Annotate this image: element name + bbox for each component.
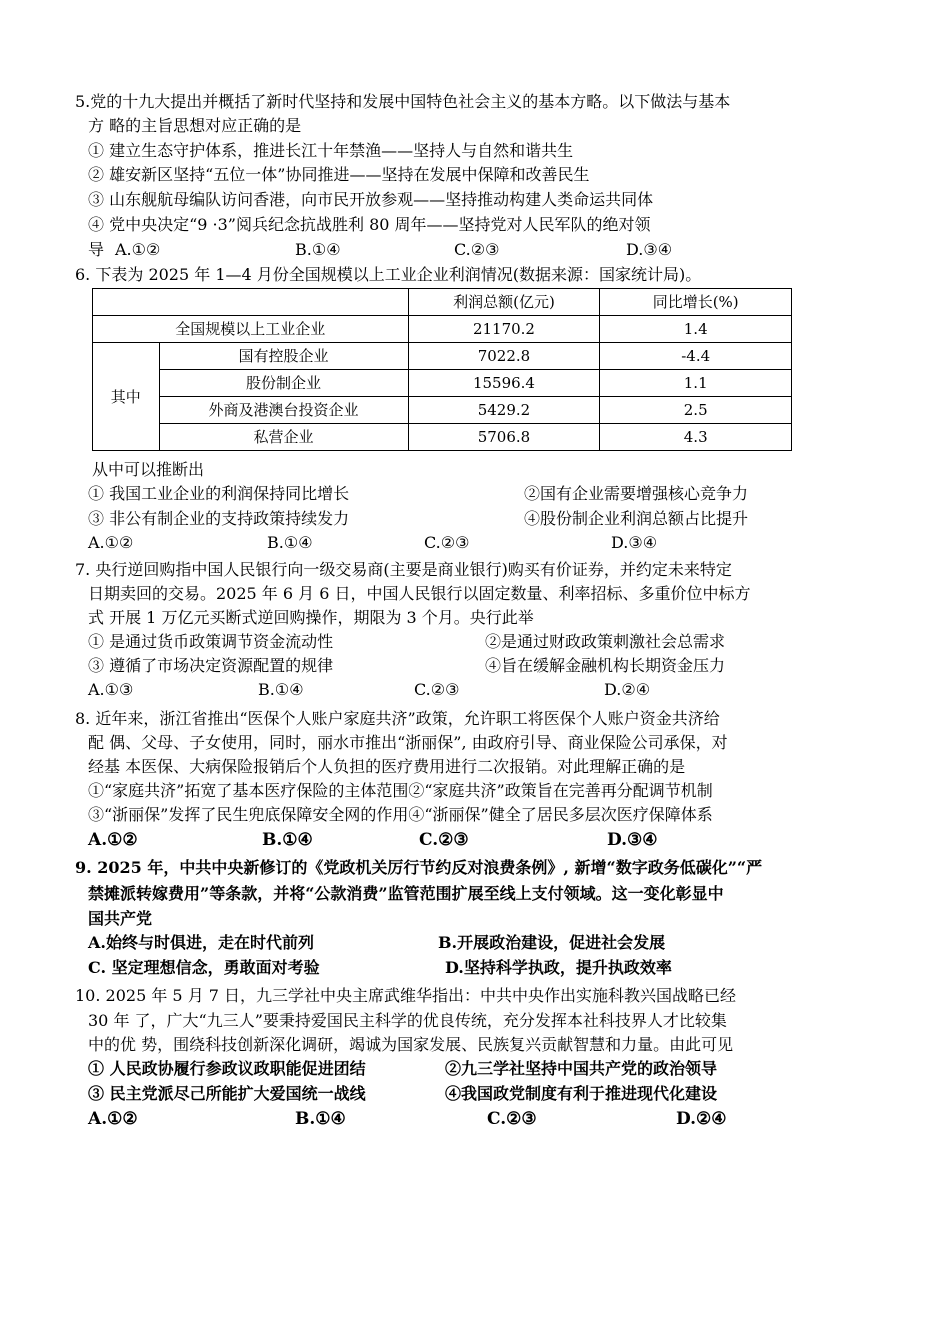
q8-statements-1-2: ①“家庭共济”拓宽了基本医疗保险的主体范围②“家庭共济”政策旨在完善再分配调节机制 — [88, 781, 713, 800]
q5-statement-4-cont: 导 — [88, 240, 105, 259]
q5-stem-line1: 5.党的十九大提出并概括了新时代坚持和发展中国特色社会主义的基本方略。以下做法与基本 — [75, 92, 731, 111]
table-total-growth: 1.4 — [600, 316, 792, 343]
q5-option-a[interactable]: A.①② — [115, 240, 161, 259]
q6-profit-table — [92, 288, 792, 451]
q8-option-d[interactable]: D.③④ — [607, 830, 658, 850]
q10-option-c[interactable]: C.②③ — [487, 1109, 537, 1129]
q9-option-b[interactable]: B.开展政治建设，促进社会发展 — [438, 933, 666, 952]
table-total-profit: 21170.2 — [408, 316, 600, 343]
q6-lead: 从中可以推断出 — [92, 460, 205, 479]
table-row-label: 股份制企业 — [159, 370, 408, 397]
q7-statement-2: ②是通过财政政策刺激社会总需求 — [485, 632, 726, 651]
q6-stem: 6. 下表为 2025 年 1—4 月份全国规模以上工业企业利润情况(数据来源：国家统计局)。 — [75, 265, 702, 284]
table-row-growth: 4.3 — [600, 424, 792, 451]
q8-option-a[interactable]: A.①② — [88, 830, 138, 850]
q9-option-a[interactable]: A.始终与时俱进，走在时代前列 — [88, 933, 314, 952]
q8-option-b[interactable]: B.①④ — [262, 830, 313, 850]
q6-option-c[interactable]: C.②③ — [424, 533, 470, 552]
q5-option-b[interactable]: B.①④ — [295, 240, 341, 259]
q10-option-a[interactable]: A.①② — [88, 1109, 138, 1129]
table-row-profit: 7022.8 — [408, 343, 600, 370]
q10-statement-4: ④我国政党制度有利于推进现代化建设 — [445, 1084, 718, 1103]
table-row-label: 国有控股企业 — [159, 343, 408, 370]
q10-stem-line3: 中的优 势，围绕科技创新深化调研，竭诚为国家发展、民族复兴贡献智慧和力量。由此可见 — [88, 1035, 734, 1054]
table-row-growth: -4.4 — [600, 343, 792, 370]
q5-statement-3: ③ 山东舰航母编队访问香港，向市民开放参观——坚持推动构建人类命运共同体 — [88, 190, 654, 209]
q8-option-c[interactable]: C.②③ — [419, 830, 469, 850]
table-row-label: 私营企业 — [159, 424, 408, 451]
q10-statement-1: ① 人民政协履行参政议政职能促进团结 — [88, 1059, 366, 1078]
table-row — [93, 424, 792, 451]
table-row — [93, 370, 792, 397]
q7-option-d[interactable]: D.②④ — [604, 680, 651, 699]
q5-option-d[interactable]: D.③④ — [626, 240, 673, 259]
q5-option-c[interactable]: C.②③ — [454, 240, 500, 259]
q7-stem-line3: 式 开展 1 万亿元买断式逆回购操作，期限为 3 个月。央行此举 — [88, 608, 534, 627]
q6-statement-4: ④股份制企业利润总额占比提升 — [524, 509, 749, 528]
table-row-profit: 5706.8 — [408, 424, 600, 451]
q10-statement-3: ③ 民主党派尽己所能扩大爱国统一战线 — [88, 1084, 366, 1103]
q7-statement-3: ③ 遵循了市场决定资源配置的规律 — [88, 656, 334, 675]
q6-option-a[interactable]: A.①② — [88, 533, 134, 552]
q10-option-d[interactable]: D.②④ — [676, 1109, 727, 1129]
q6-statement-1: ① 我国工业企业的利润保持同比增长 — [88, 484, 350, 503]
table-row — [93, 343, 792, 370]
q9-stem-line2: 禁摊派转嫁费用”等条款，并将“公款消费”监管范围扩展至线上支付领域。这一变化彰显中 — [88, 884, 724, 903]
table-row-profit: 15596.4 — [408, 370, 600, 397]
q6-statement-2: ②国有企业需要增强核心竞争力 — [524, 484, 749, 503]
q10-stem-line2: 30 年 了，广大“九三人”要秉持爱国民主科学的优良传统，充分发挥本社科技界人才比较集 — [88, 1011, 727, 1030]
q10-option-b[interactable]: B.①④ — [295, 1109, 346, 1129]
table-header-profit: 利润总额(亿元) — [408, 289, 600, 316]
q5-stem-line2: 方 略的主旨思想对应正确的是 — [88, 116, 302, 135]
q5-statement-2: ② 雄安新区坚持“五位一体”协同推进——坚持在发展中保障和改善民生 — [88, 165, 590, 184]
table-group-label: 其中 — [93, 343, 160, 451]
table-row-growth: 2.5 — [600, 397, 792, 424]
table-corner-cell — [93, 289, 409, 316]
q9-option-c[interactable]: C. 坚定理想信念，勇敢面对考验 — [88, 958, 320, 977]
table-header-row — [93, 289, 792, 316]
q9-stem-line1: 9. 2025 年，中共中央新修订的《党政机关厉行节约反对浪费条例》, 新增“数字政务低碳化”“严 — [75, 858, 763, 877]
q7-statement-4: ④旨在缓解金融机构长期资金压力 — [485, 656, 726, 675]
table-row-label: 外商及港澳台投资企业 — [159, 397, 408, 424]
q6-option-b[interactable]: B.①④ — [267, 533, 313, 552]
q7-option-c[interactable]: C.②③ — [414, 680, 460, 699]
table-row — [93, 397, 792, 424]
q7-statement-1: ① 是通过货币政策调节资金流动性 — [88, 632, 334, 651]
q9-stem-line3: 国共产党 — [88, 909, 153, 928]
q8-statements-3-4: ③“浙丽保”发挥了民生兜底保障安全网的作用④“浙丽保”健全了居民多层次医疗保障体系 — [88, 805, 713, 824]
table-total-label: 全国规模以上工业企业 — [93, 316, 409, 343]
q9-option-d[interactable]: D.坚持科学执政，提升执政效率 — [445, 958, 672, 977]
q7-option-a[interactable]: A.①③ — [88, 680, 134, 699]
q8-stem-line2: 配 偶、父母、子女使用，同时，丽水市推出“浙丽保”, 由政府引导、商业保险公司承保，对 — [88, 733, 728, 752]
q7-stem-line2: 日期卖回的交易。2025 年 6 月 6 日，中国人民银行以固定数量、利率招标、多重价位中标方 — [88, 584, 751, 603]
q7-stem-line1: 7. 央行逆回购指中国人民银行向一级交易商(主要是商业银行)购买有价证券，并约定未来特定 — [75, 560, 732, 579]
q10-statement-2: ②九三学社坚持中国共产党的政治领导 — [445, 1059, 718, 1078]
q8-stem-line3: 经基 本医保、大病保险报销后个人负担的医疗费用进行二次报销。对此理解正确的是 — [88, 757, 686, 776]
q10-stem-line1: 10. 2025 年 5 月 7 日，九三学社中央主席武维华指出：中共中央作出实施科教兴国战略已经 — [75, 986, 737, 1005]
q7-option-b[interactable]: B.①④ — [258, 680, 304, 699]
q6-option-d[interactable]: D.③④ — [611, 533, 658, 552]
table-row-growth: 1.1 — [600, 370, 792, 397]
q5-statement-1: ① 建立生态守护体系，推进长江十年禁渔——坚持人与自然和谐共生 — [88, 141, 574, 160]
q5-statement-4: ④ 党中央决定“9 ·3”阅兵纪念抗战胜利 80 周年——坚持党对人民军队的绝对领 — [88, 215, 651, 234]
q8-stem-line1: 8. 近年来，浙江省推出“医保个人账户家庭共济”政策，允许职工将医保个人账户资金共济给 — [75, 709, 720, 728]
table-row — [93, 316, 792, 343]
q6-statement-3: ③ 非公有制企业的支持政策持续发力 — [88, 509, 350, 528]
table-row-profit: 5429.2 — [408, 397, 600, 424]
table-header-growth: 同比增长(%) — [600, 289, 792, 316]
